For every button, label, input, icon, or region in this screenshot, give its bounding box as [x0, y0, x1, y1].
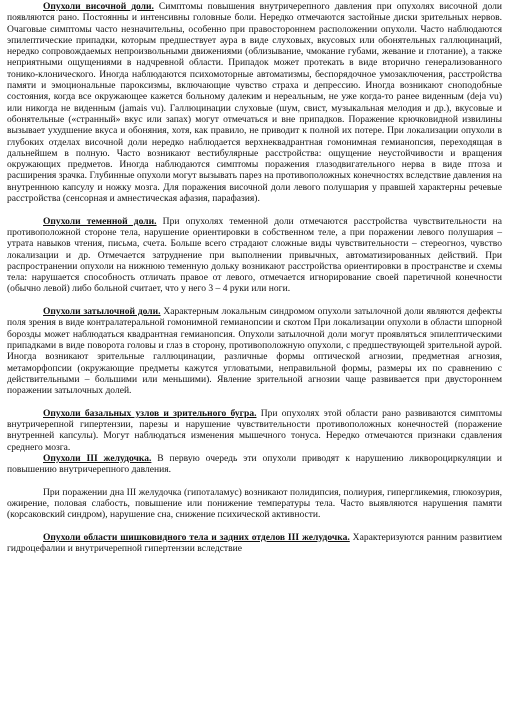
paragraph-pineal-region — [7, 532, 502, 555]
section-heading: Опухоли височной доли. — [43, 1, 154, 12]
paragraph-temporal-lobe — [7, 1, 502, 204]
section-heading: Опухоли базальных узлов и зрительного бугра. — [43, 407, 257, 419]
section-heading: Опухоли теменной доли. — [43, 215, 157, 227]
paragraph-text: Характерным локальным синдромом опухоли затылочной доли являются дефекты поля зрения в виде контралатеральной гомонимной гемианопсии и скотом При локализации опухоли в области шпорной борозды может наблюдаться квадрантная гемианопсия. Опухоли затылочной доли могут проявляться эпилептическими припадками в виде поворота головы и глаз в сторону, противоположную опухоли, с предшествующей зрительной аурой. Иногда возникают зрительные галлюцинации, различные формы оптической агнозии, предметная агнозия, метаморфопсии (окружающие предметы кажутся угловатыми, неправильной формы, размеры их по сравнению с действительными – большими или меньшими). Явление зрительной агнозии чаще развивается при двустороннем поражении затылочных долей. — [7, 306, 503, 397]
paragraph-text: При опухолях этой области рано развиваются симптомы внутричерепной гипертензии, парезы и нарушение чувствительности противоположных конечностей (поражение внутренней капсулы). Могут наблюдаться изменения мышечного тонуса. Нередко отмечаются признаки сдавления среднего мозга. — [7, 407, 502, 453]
paragraph-text: При поражении дна III желудочка (гипоталамус) возникают полидипсия, полиурия, гипергликемия, глюкозурия, ожирение, половая слабость, повышение или понижение температуры тела. Часто выявляются нарушения памяти (корсаковский синдром), нарушение сна, снижение психической активности. — [7, 486, 502, 521]
paragraph-text: Симптомы повышения внутричерепного давления при опухолях височной доли появляются рано. Постоянны и интенсивны головные боли. Нередко отмечаются застойные диски зрительных нервов. Очаговые симптомы часто незначительны, особенно при правостороннем расположении опухоли. Часто наблюдаются эпилептические припадки, которым предшествует аура в виде слуховых, вкусовых или обонятельных галлюцинаций, нередко сопровождаемых непроизвольными движениями (облизывание, чмокание губами, жевание и глотание), а также неприятными ощущениями в надчревной области. Припадок может протекать в виде вторично генерализованного тонико-клонического. Иногда наблюдаются психомоторные автоматизмы, беспорядочное умозаключения, расстройства памяти и эмоциональные пароксизмы, включающие чувство страха и депрессию. Иногда возникают сноподобные состояния, когда все окружающее кажется больному далеким и нереальным, не уже когда-то ранее виденным (deja vu) или никогда не виденным (jamais vu). Галлюцинации слуховые (шум, свист, музыкальная мелодия и др.), вкусовые и обонятельные («странный» вкус или запах) могут отмечаться и вне припадков. Поражение крючковидной извилины вызывает ухудшение вкуса и обоняния, хотя, как правило, не приводит к полной их потере. При локализации опухоли в глубоких отделах височной доли нередко наблюдается верхнеквадрантная гомонимная гемианопсия, переходящая в дальнейшем в полную. Часто возникают вестибулярные расстройства: ощущение неустойчивости и вращения окружающих предметов. Иногда наблюдаются симптомы поражения глазодвигательного нерва в виде птоза и расширения зрачка. Глубинные опухоли могут вызывать парез на противоположных конечностях вследствие давления на внутреннюю капсулу и ножку мозга. Для поражения височной доли левого полушария у правшей характерны речевые расстройства (сенсорная и амнестическая афазия, парафазия). — [7, 1, 502, 205]
paragraph-third-ventricle-floor — [7, 487, 502, 521]
section-heading: Опухоли затылочной доли. — [43, 306, 161, 318]
paragraph-text: Характеризуются ранним развитием гидроцефалии и внутричерепной гипертензии вследствие — [7, 531, 503, 555]
paragraph-parietal-lobe — [7, 216, 502, 295]
paragraph-text: При опухолях теменной доли отмечаются расстройства чувствительности на противоположной стороне тела, нарушение ориентировки в собственном теле, а при поражении левого полушария – утрата навыков чтения, письма, счета. Больше всего страдают сложные виды чувствительности – стереогноз, чувство локализации и др. Отмечается затруднение при выполнении привычных, автоматизированных действий. При распространении опухоли на нижнюю теменную дольку возникают расстройства ориентировки в пространстве и схемы тела: нарушается способность отличать правое от левого, отмечается игнорирование своей паретичной конечности (обычно левой) либо больной считает, что у него 3 – 4 руки или ноги. — [7, 215, 502, 295]
paragraph-occipital-lobe — [7, 306, 502, 396]
section-heading: Опухоли III желудочка. — [43, 452, 152, 464]
paragraph-third-ventricle — [7, 453, 502, 476]
paragraph-basal-ganglia — [7, 408, 502, 453]
section-heading: Опухоли области шишковидного тела и задних отделов III желудочка. — [43, 531, 350, 543]
paragraph-text: В первую очередь эти опухоли приводят к нарушению ликвороциркуляции и повышению внутричерепного давления. — [7, 452, 503, 476]
